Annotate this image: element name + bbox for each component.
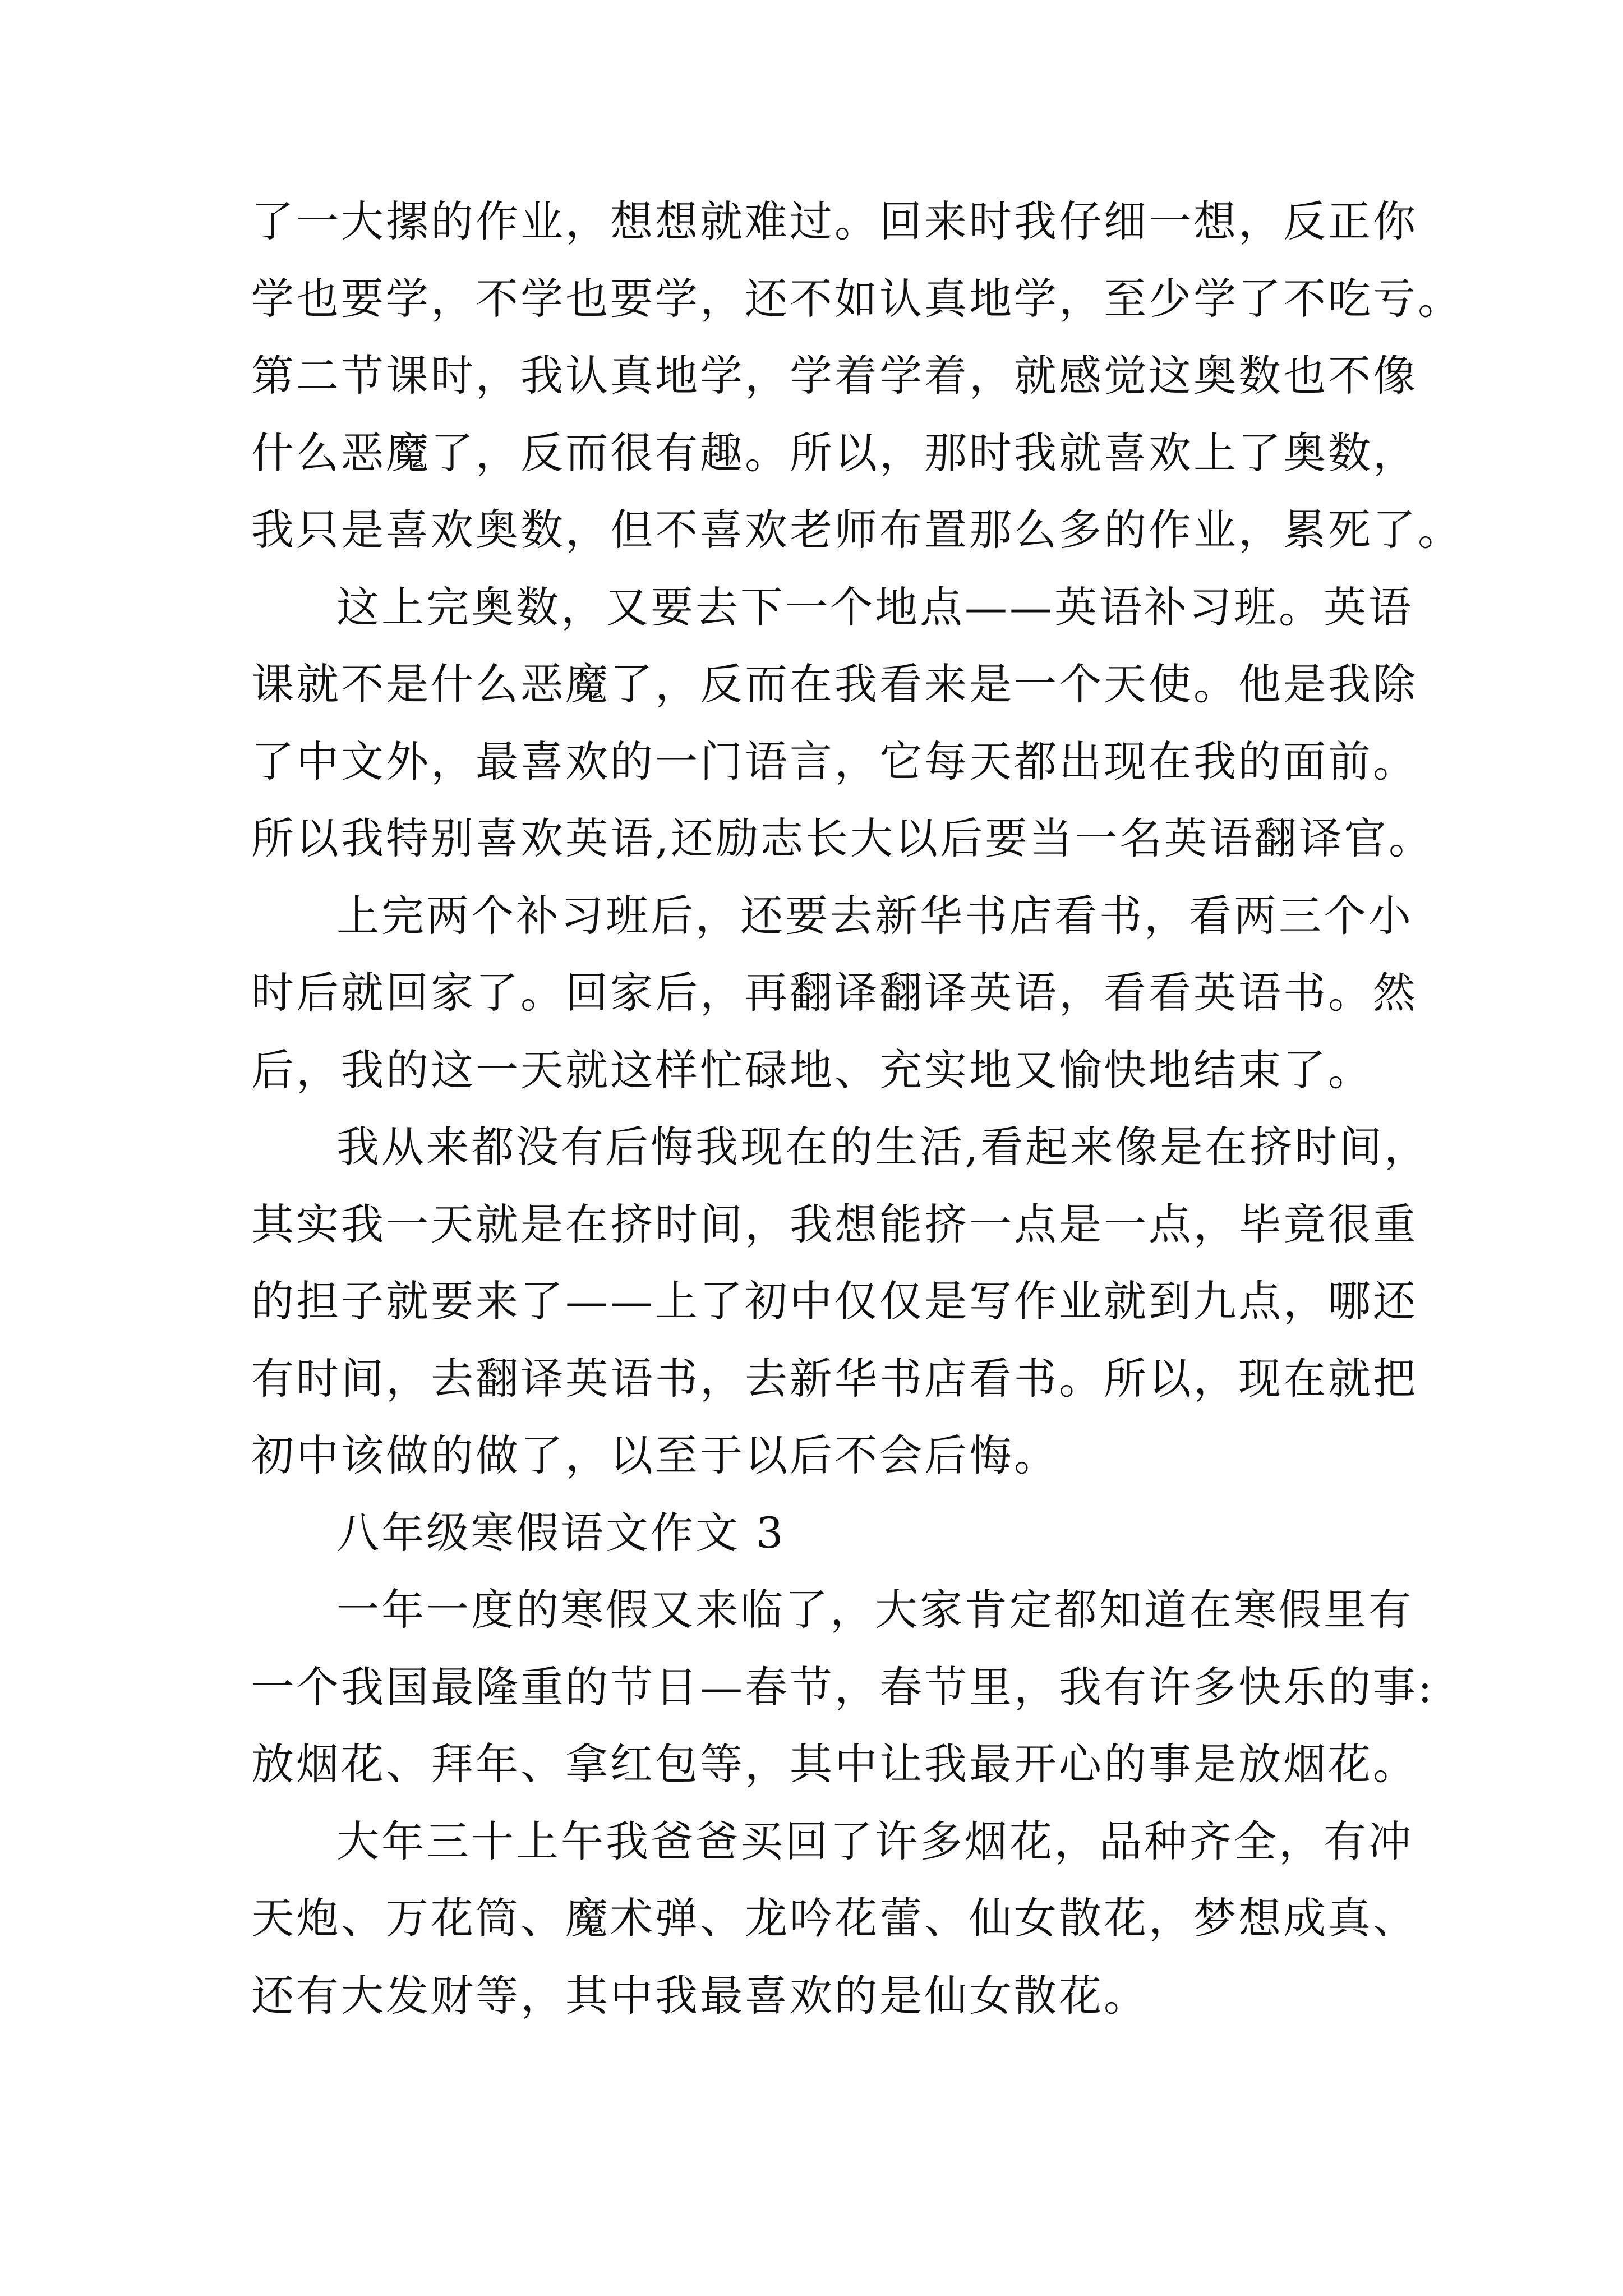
paragraph-first-line: 大年三十上午我爸爸买回了许多烟花，品种齐全，有冲 bbox=[336, 1816, 1413, 1866]
text-line: 还有大发财等，其中我最喜欢的是仙女散花。 bbox=[251, 1970, 1149, 2021]
text-line: 什么恶魔了，反而很有趣。所以，那时我就喜欢上了奥数， bbox=[251, 427, 1418, 478]
text-line: 了中文外，最喜欢的一门语言，它每天都出现在我的面前。 bbox=[251, 736, 1418, 786]
text-line: 学也要学，不学也要学，还不如认真地学，至少学了不吃亏。 bbox=[251, 273, 1463, 324]
text-line: 有时间，去翻译英语书，去新华书店看书。所以，现在就把 bbox=[251, 1353, 1418, 1404]
text-line: 天炮、万花筒、魔术弹、龙吟花蕾、仙女散花，梦想成真、 bbox=[251, 1893, 1418, 1943]
text-line: 我只是喜欢奥数，但不喜欢老师布置那么多的作业，累死了。 bbox=[251, 505, 1463, 555]
text-line: 课就不是什么恶魔了，反而在我看来是一个天使。他是我除 bbox=[251, 659, 1418, 709]
text-line: 了一大摞的作业，想想就难过。回来时我仔细一想，反正你 bbox=[251, 196, 1418, 246]
text-line: 其实我一天就是在挤时间，我想能挤一点是一点，毕竟很重 bbox=[251, 1199, 1418, 1249]
paragraph-first-line: 这上完奥数，又要去下一个地点——英语补习班。英语 bbox=[336, 582, 1413, 632]
text-line: 所以我特别喜欢英语,还励志长大以后要当一名英语翻译官。 bbox=[251, 813, 1434, 863]
text-line: 后，我的这一天就这样忙碌地、充实地又愉快地结束了。 bbox=[251, 1045, 1373, 1095]
section-heading: 八年级寒假语文作文 3 bbox=[336, 1507, 786, 1558]
paragraph-first-line: 一年一度的寒假又来临了，大家肯定都知道在寒假里有 bbox=[336, 1585, 1413, 1635]
text-line: 第二节课时，我认真地学，学着学着，就感觉这奥数也不像 bbox=[251, 351, 1418, 401]
text-line: 的担子就要来了——上了初中仅仅是写作业就到九点，哪还 bbox=[251, 1276, 1418, 1326]
text-line: 初中该做的做了，以至于以后不会后悔。 bbox=[251, 1430, 1059, 1480]
text-line: 放烟花、拜年、拿红包等，其中让我最开心的事是放烟花。 bbox=[251, 1739, 1418, 1789]
text-line: 时后就回家了。回家后，再翻译翻译英语，看看英语书。然 bbox=[251, 968, 1418, 1018]
document-body bbox=[251, 183, 1463, 2034]
text-line: 一个我国最隆重的节日—春节，春节里，我有许多快乐的事: bbox=[251, 1662, 1435, 1712]
paragraph-first-line: 上完两个补习班后，还要去新华书店看书，看两三个小 bbox=[336, 890, 1413, 941]
paragraph-first-line: 我从来都没有后悔我现在的生活,看起来像是在挤时间， bbox=[336, 1122, 1430, 1172]
